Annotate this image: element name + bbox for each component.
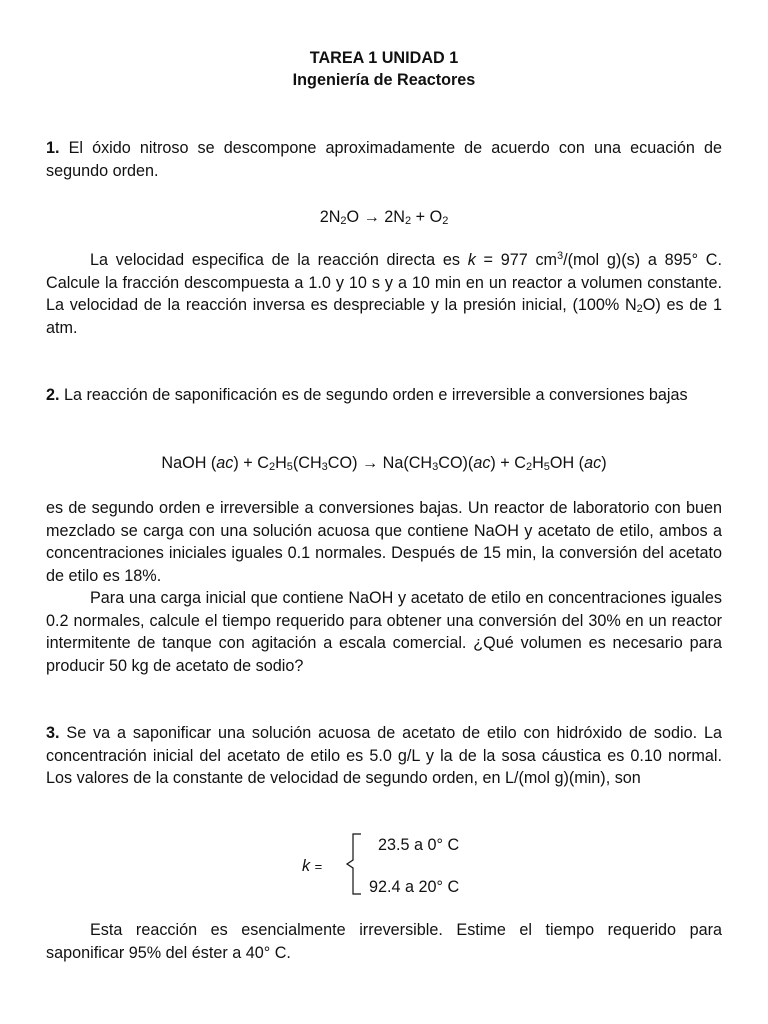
problem-2-intro: 2. La reacción de saponificación es de segundo orden e irreversible a conversiones bajas	[46, 386, 688, 404]
problem-3-intro: 3. Se va a saponificar una solución acuosa de acetato de etilo con hidróxido de sodio. La concentración inicial del acetato de etilo es 5.0 g/L y la de la sosa cáustica es 0.10 normal. Los valores de la constante de velocidad de segundo orden, en L/(mol g)(min), son	[46, 724, 722, 787]
problem-1-intro: 1. El óxido nitroso se descompone aproximadamente de acuerdo con una ecuación de segundo orden.	[46, 139, 723, 180]
problem-2-body-2: Para una carga inicial que contiene NaOH y acetato de etilo en concentraciones iguales 0.2 normales, calcule el tiempo requerido para obtener una conversión del 30% en un reactor intermitente de tanque con agitación a escala comercial. ¿Qué volumen es necesario para producir 50 kg de acetato de sodio?	[46, 589, 722, 675]
problem-1-equation: $2N_2O \to 2N_2 + O_2$	[319, 208, 449, 227]
problem-2-body-1: es de segundo orden e irreversible a conversiones bajas. Un reactor de laboratorio con buen mezclado se carga con una solución acuosa que contiene NaOH y acetato de etilo, ambos a concentraciones iniciales iguales 0.1 normales. Después de 15 min, la conversión del acetato de etilo es 18%.	[46, 499, 722, 585]
document-title: TAREA 1 UNIDAD 1	[309, 49, 459, 67]
problem-2-number: 2.	[46, 386, 60, 404]
k-definition-label: k =	[302, 857, 323, 875]
problem-1-number: 1.	[46, 139, 60, 157]
curly-brace-icon	[345, 833, 367, 895]
problem-1-body: La velocidad especifica de la reacción directa es k = 977 $cm^3/(mol$ g)(s) a 895° C. Calcule la fracción descompuesta a 1.0 y 10 s y a 10 min en un reactor a volumen constante. La velocidad de la reacción inversa es despreciable y la presión inicial, (100% $N_2O$) es de 1 atm.	[46, 250, 722, 337]
document-subtitle: Ingeniería de Reactores	[292, 71, 476, 89]
problem-2-equation: NaOH $(ac) + C_2H_5(CH_3CO) \to Na(CH_3CO)(ac) + C_2H_5OH$ (ac)	[161, 454, 607, 473]
k-value-20c: 92.4 a 20° C	[369, 878, 460, 896]
problem-3-number: 3.	[46, 724, 60, 742]
problem-3-body: Esta reacción es esencialmente irreversible. Estime el tiempo requerido para saponificar 95% del éster a 40° C.	[46, 921, 722, 962]
k-value-0c: 23.5 a 0° C	[378, 836, 460, 854]
